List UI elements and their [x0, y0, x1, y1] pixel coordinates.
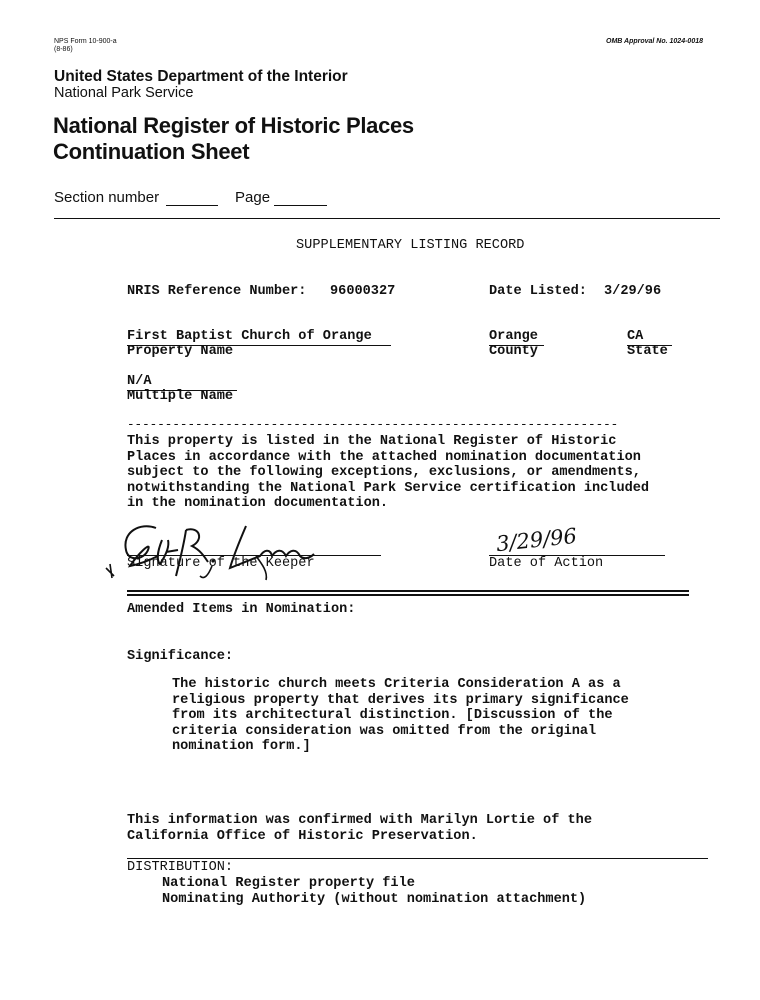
keeper-signature	[100, 520, 330, 582]
service-name: National Park Service	[54, 85, 194, 101]
statement-line: Places in accordance with the attached nomination documentation	[127, 449, 641, 465]
state-label: State	[627, 344, 668, 359]
form-date: (8-86)	[54, 46, 73, 53]
state-value: CA	[627, 329, 644, 344]
statement-line: in the nomination documentation.	[127, 496, 389, 511]
date-listed-value: 3/29/96	[604, 284, 662, 299]
significance-line: from its architectural distinction. [Discussion of the	[172, 708, 613, 723]
multiple-name-value: N/A	[127, 374, 152, 389]
date-listed-label: Date Listed:	[489, 284, 587, 299]
significance-heading: Significance:	[127, 649, 234, 664]
action-date-handwritten: 3/29/96	[494, 523, 579, 557]
double-rule-bottom	[127, 594, 689, 596]
nris-label: NRIS Reference Number:	[127, 284, 307, 299]
county-label: County	[489, 344, 538, 359]
action-date-label: Date of Action	[489, 556, 604, 571]
omb-approval: OMB Approval No. 1024-0018	[606, 38, 703, 45]
dash-rule: -----------------------------------------------------------------	[127, 418, 619, 432]
page-subtitle: Continuation Sheet	[53, 139, 250, 164]
significance-line: nomination form.]	[172, 739, 311, 754]
page-title: National Register of Historic Places	[53, 113, 414, 138]
record-heading: SUPPLEMENTARY LISTING RECORD	[296, 238, 525, 253]
significance-line: religious property that derives its primary significance	[172, 692, 629, 708]
distribution-rule	[127, 858, 708, 859]
section-number-blank	[166, 205, 218, 206]
confirmation-line: California Office of Historic Preservation.	[127, 828, 478, 844]
distribution-item: Nominating Authority (without nomination attachment)	[162, 891, 587, 907]
statement-line: notwithstanding the National Park Service certification included	[127, 480, 650, 496]
page-blank	[274, 205, 327, 206]
county-value: Orange	[489, 329, 538, 344]
confirmation-line: This information was confirmed with Marilyn Lortie of the	[127, 813, 592, 828]
double-rule-top	[127, 590, 689, 592]
statement-line: subject to the following exceptions, exclusions, or amendments,	[127, 465, 641, 480]
department-name: United States Department of the Interior	[54, 68, 348, 85]
header-rule	[54, 218, 720, 219]
form-number: NPS Form 10-900-a	[54, 38, 117, 45]
section-number-label: Section number	[54, 189, 160, 206]
significance-line: The historic church meets Criteria Consideration A as a	[172, 677, 621, 692]
distribution-heading: DISTRIBUTION:	[127, 860, 234, 875]
multiple-name-label: Multiple Name	[127, 389, 234, 404]
property-name-label: Property Name	[127, 344, 234, 359]
page-label: Page	[235, 189, 271, 206]
property-name-value: First Baptist Church of Orange	[127, 329, 372, 344]
significance-line: criteria consideration was omitted from the original	[172, 723, 597, 739]
nris-value: 96000327	[330, 284, 396, 299]
statement-line: This property is listed in the National Register of Historic	[127, 434, 617, 449]
distribution-item: National Register property file	[162, 876, 415, 891]
amended-heading: Amended Items in Nomination:	[127, 602, 356, 617]
signature-label: Signature of the Keeper	[127, 556, 315, 571]
